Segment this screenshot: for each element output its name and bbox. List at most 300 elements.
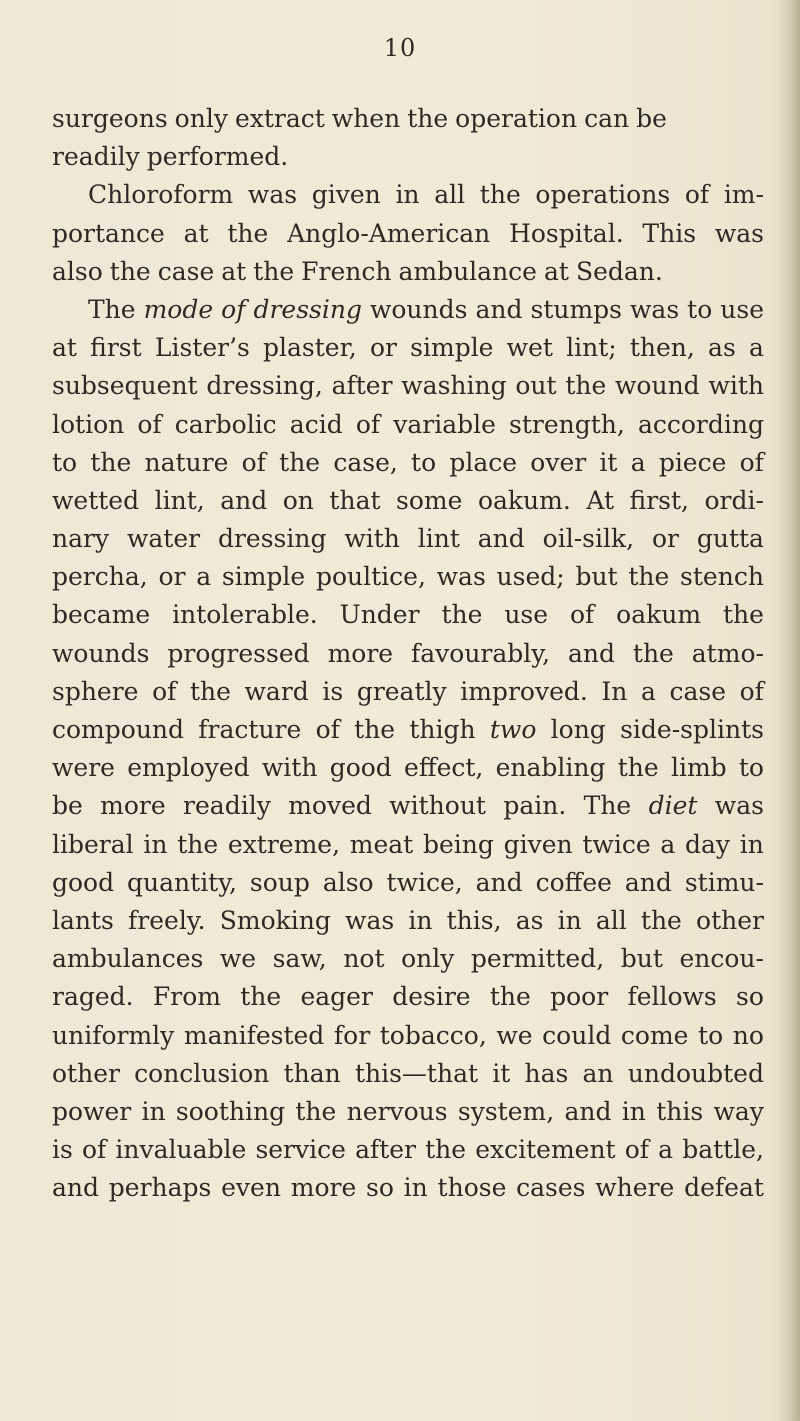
text-run: case, (333, 447, 398, 477)
word (692, 635, 764, 673)
text-run: some (396, 485, 463, 515)
word (633, 635, 674, 673)
word (347, 1093, 448, 1131)
word (255, 1131, 346, 1169)
word (601, 673, 627, 711)
text-run: coffee (535, 867, 612, 897)
text-run: a (658, 1135, 674, 1165)
text-line (52, 520, 764, 558)
word (127, 749, 249, 787)
word (478, 520, 525, 558)
text-run: the (109, 256, 151, 286)
word (218, 520, 327, 558)
text-run: a (640, 676, 656, 706)
text-run: side-splints (620, 715, 764, 744)
word (175, 100, 228, 138)
word (82, 1131, 106, 1169)
word (630, 482, 689, 520)
word (616, 596, 701, 634)
text-run: this (656, 1096, 704, 1126)
text-run: after (331, 371, 393, 401)
text-run: poultice, (315, 562, 426, 592)
word (509, 406, 625, 444)
text-run: gutta (696, 524, 764, 554)
word (733, 1017, 764, 1055)
word (332, 367, 393, 405)
word (656, 1093, 703, 1131)
word (615, 367, 700, 405)
text-run: improved. (460, 676, 588, 706)
text-run: wounds (369, 294, 468, 324)
word (330, 749, 392, 787)
text-run: according (637, 409, 764, 439)
word (387, 864, 463, 902)
word (284, 1055, 341, 1093)
word (221, 253, 246, 291)
text-line (52, 1169, 764, 1207)
word (147, 138, 288, 176)
text-run: nature (144, 447, 229, 477)
word (684, 1169, 764, 1207)
text-line (52, 100, 764, 138)
word (460, 673, 588, 711)
word (543, 520, 634, 558)
text-run: poor (550, 982, 609, 1012)
text-run: be (52, 791, 83, 821)
text-run: Anglo-American (287, 218, 491, 248)
word (283, 482, 314, 520)
text-run: became (52, 600, 151, 630)
word (52, 367, 198, 405)
text-run: percha, (52, 562, 148, 592)
page-number: 10 (383, 34, 417, 62)
word (642, 215, 696, 253)
word (631, 444, 646, 482)
text-run: greatly (356, 676, 447, 706)
text-run: of (81, 1135, 107, 1165)
word (618, 749, 659, 787)
text-run: that (329, 485, 381, 515)
text-run: readily (183, 791, 271, 821)
text-run: of (624, 1135, 650, 1165)
word (490, 711, 537, 749)
text-run: wetted (52, 485, 140, 515)
text-run: but (575, 562, 618, 592)
word (52, 329, 77, 367)
text-run: saw, (272, 944, 327, 974)
text-run: of (241, 447, 266, 477)
word (401, 367, 506, 405)
word (222, 558, 305, 596)
text-line (52, 749, 764, 787)
text-run: at (183, 218, 209, 248)
text-run: a (660, 829, 676, 859)
word (356, 406, 380, 444)
text-run: no (732, 1020, 764, 1050)
text-run: more (327, 638, 394, 668)
word (660, 826, 675, 864)
text-run: variable (393, 409, 496, 439)
text-run: the (479, 180, 521, 210)
word (127, 520, 200, 558)
word (697, 520, 764, 558)
word (152, 673, 176, 711)
text-run: when (331, 104, 401, 133)
word (685, 826, 730, 864)
word (52, 1131, 73, 1169)
text-run: to (411, 447, 437, 477)
text-run: where (595, 1173, 675, 1203)
word (144, 291, 214, 329)
word (638, 406, 764, 444)
word (715, 215, 764, 253)
text-run: enabling (495, 753, 606, 783)
text-run: come (620, 1020, 689, 1050)
word (434, 176, 465, 214)
word (641, 673, 656, 711)
word (596, 902, 627, 940)
word (142, 1093, 166, 1131)
text-run: those (437, 1173, 507, 1203)
word (312, 176, 381, 214)
text-run: and (624, 867, 672, 897)
text-run: first, (629, 485, 689, 515)
word (155, 329, 250, 367)
word (458, 1093, 554, 1131)
text-run: with (261, 753, 318, 783)
text-run: of (152, 676, 177, 706)
text-run: of (137, 409, 162, 439)
text-run: and (475, 294, 523, 324)
word (52, 978, 134, 1016)
word (696, 902, 764, 940)
word (622, 1093, 646, 1131)
word (52, 138, 140, 176)
text-run: but (620, 944, 663, 974)
word (143, 826, 167, 864)
word (52, 864, 114, 902)
text-run: desire (392, 982, 471, 1012)
text-run: on (282, 485, 314, 515)
text-run: manifested (183, 1020, 325, 1050)
word (395, 176, 419, 214)
text-run: encou- (679, 944, 764, 974)
text-run: or (369, 333, 397, 363)
text-run: quantity, (127, 867, 237, 897)
word (658, 1131, 673, 1169)
text-line (52, 444, 764, 482)
text-line (52, 291, 764, 329)
word (52, 100, 168, 138)
word (595, 1169, 674, 1207)
text-run: defeat (684, 1173, 764, 1203)
text-run: the (640, 905, 682, 935)
text-line (52, 329, 764, 367)
text-run: perhaps (108, 1173, 212, 1203)
text-run: also (52, 256, 103, 286)
text-run: Chloroform (88, 180, 234, 210)
word (438, 1169, 507, 1207)
text-run: of (739, 676, 764, 706)
word (509, 215, 624, 253)
word (671, 749, 727, 787)
text-run: or (651, 524, 679, 554)
word (344, 520, 400, 558)
word (652, 520, 679, 558)
word (475, 291, 522, 329)
text-run: the (177, 829, 219, 859)
text-run: soup (249, 867, 310, 897)
word (669, 673, 726, 711)
word (497, 558, 565, 596)
text-run: performed. (146, 142, 289, 172)
text-run: This (642, 218, 697, 248)
text-run: Lister’s (154, 333, 250, 363)
text-run: and (564, 1096, 612, 1126)
word (636, 100, 667, 138)
text-run: excitement (475, 1135, 616, 1165)
word (52, 749, 115, 787)
text-run: effect, (404, 753, 484, 783)
text-run: the (354, 715, 396, 744)
text-line (52, 596, 764, 634)
text-run: has (524, 1058, 569, 1088)
word (198, 711, 301, 749)
word (389, 787, 486, 825)
text-run: long (550, 715, 606, 744)
word (366, 1169, 394, 1207)
word (584, 787, 632, 825)
text-run: readily (52, 142, 140, 172)
word (333, 444, 397, 482)
text-run: we (219, 944, 257, 974)
text-run: in (395, 180, 420, 210)
text-run: was (714, 218, 764, 248)
text-run: ordi- (704, 485, 764, 515)
text-run: piece (658, 447, 727, 477)
word (542, 1017, 611, 1055)
word (153, 978, 221, 1016)
text-line (52, 1017, 764, 1055)
word (332, 100, 400, 138)
word (736, 978, 764, 1016)
text-run: favourably, (411, 638, 551, 668)
text-run: the (632, 638, 674, 668)
text-run: the (240, 982, 282, 1012)
word (287, 215, 490, 253)
text-run: undoubted (627, 1058, 764, 1088)
text-run: to (698, 1020, 724, 1050)
italic-phrase: dressing (253, 294, 362, 324)
text-run: this—that (354, 1058, 479, 1088)
word (704, 482, 763, 520)
word (530, 444, 586, 482)
word (370, 329, 397, 367)
text-run: and (477, 524, 525, 554)
text-run: pain. (503, 791, 567, 821)
word (334, 1017, 370, 1055)
text-run: The (88, 294, 136, 324)
text-run: an (582, 1058, 614, 1088)
text-run: moved (288, 791, 372, 821)
text-run: a (196, 562, 212, 592)
word (708, 367, 764, 405)
word (235, 100, 325, 138)
word (328, 635, 394, 673)
text-run: be (636, 104, 667, 133)
text-run: the (425, 1135, 467, 1165)
word (475, 1131, 615, 1169)
text-line (52, 482, 764, 520)
text-run: nary (52, 524, 110, 554)
word (291, 1169, 357, 1207)
word (724, 176, 764, 214)
text-run: it (599, 447, 618, 477)
text-run: other (52, 1058, 120, 1088)
text-run: as (708, 333, 736, 363)
word (504, 826, 573, 864)
text-run: use (720, 294, 764, 324)
word (301, 253, 391, 291)
word (221, 291, 245, 329)
text-run: The (583, 791, 632, 821)
text-run: ward (244, 676, 309, 706)
word (357, 673, 447, 711)
text-run: system, (457, 1096, 555, 1126)
word (410, 329, 493, 367)
text-run: stumps (530, 294, 623, 324)
text-run: case (157, 256, 215, 286)
text-run: surgeons (52, 104, 168, 133)
word (568, 635, 615, 673)
word (411, 444, 436, 482)
text-run: then, (629, 333, 695, 363)
text-run: of (355, 409, 381, 439)
word (583, 1055, 614, 1093)
word (524, 1055, 568, 1093)
word (516, 1169, 585, 1207)
word (355, 1055, 478, 1093)
text-run: first (90, 333, 142, 363)
word (190, 673, 231, 711)
word (177, 826, 218, 864)
text-run: we (496, 1020, 533, 1050)
word (392, 978, 470, 1016)
word (679, 940, 764, 978)
text-run: carbolic (174, 409, 277, 439)
word (155, 482, 205, 520)
word (536, 864, 612, 902)
word (158, 253, 215, 291)
word (52, 673, 138, 711)
word (687, 291, 712, 329)
text-line (52, 635, 764, 673)
text-run: than (283, 1058, 341, 1088)
text-run: dressing (217, 524, 327, 554)
text-run: fellows (627, 982, 717, 1012)
word (480, 176, 521, 214)
text-run: of (739, 447, 764, 477)
text-run: of (315, 715, 340, 744)
text-run: compound (52, 715, 185, 744)
word (411, 635, 550, 673)
word (245, 673, 309, 711)
word (184, 215, 209, 253)
text-run: freely. (128, 905, 206, 935)
text-run: a (630, 447, 646, 477)
word (515, 367, 556, 405)
word (52, 215, 165, 253)
text-run: simple (410, 333, 494, 363)
word (685, 864, 764, 902)
text-run: washing (401, 371, 507, 401)
word (504, 596, 548, 634)
word (437, 558, 486, 596)
text-run: sphere (52, 676, 139, 706)
word (220, 482, 267, 520)
text-run: Hospital. (509, 218, 624, 248)
word (476, 864, 523, 902)
text-run: the (565, 371, 607, 401)
body-text (52, 100, 764, 1207)
text-run: the (295, 1096, 337, 1126)
text-run: given (311, 180, 381, 210)
text-run: oakum (616, 600, 702, 630)
italic-phrase: mode (143, 294, 214, 324)
text-run: even (221, 1173, 281, 1203)
italic-phrase: two (489, 715, 537, 744)
text-run: invaluable (115, 1135, 247, 1165)
text-run: case (669, 676, 727, 706)
word (575, 558, 617, 596)
word (503, 787, 566, 825)
text-run: In (601, 676, 628, 706)
text-run: in (739, 829, 764, 859)
text-line (52, 1055, 764, 1093)
text-run: French (301, 256, 392, 286)
word (183, 787, 271, 825)
text-line (52, 1131, 764, 1169)
text-run: lants (52, 905, 114, 935)
text-run: stimu- (684, 867, 764, 897)
text-run: ambulance (398, 256, 537, 286)
word (630, 291, 679, 329)
text-run: meat (349, 829, 414, 859)
word (649, 787, 698, 825)
word (713, 1093, 763, 1131)
word (496, 1017, 532, 1055)
word (404, 1169, 428, 1207)
word (52, 520, 109, 558)
text-run: plaster, (263, 333, 357, 363)
text-run: with (344, 524, 400, 554)
word (167, 635, 309, 673)
text-run: ambulances (52, 944, 204, 974)
text-run: stench (680, 562, 764, 592)
text-run: with (708, 371, 764, 401)
word (52, 253, 103, 291)
text-run: the (253, 256, 295, 286)
text-run: of (684, 180, 710, 210)
word (52, 558, 148, 596)
text-run: atmo- (691, 638, 764, 668)
text-run: was (714, 791, 764, 821)
text-run: so (366, 1173, 394, 1203)
word (300, 978, 372, 1016)
text-run: the (189, 676, 231, 706)
word (586, 482, 614, 520)
text-run: progressed (167, 638, 310, 668)
